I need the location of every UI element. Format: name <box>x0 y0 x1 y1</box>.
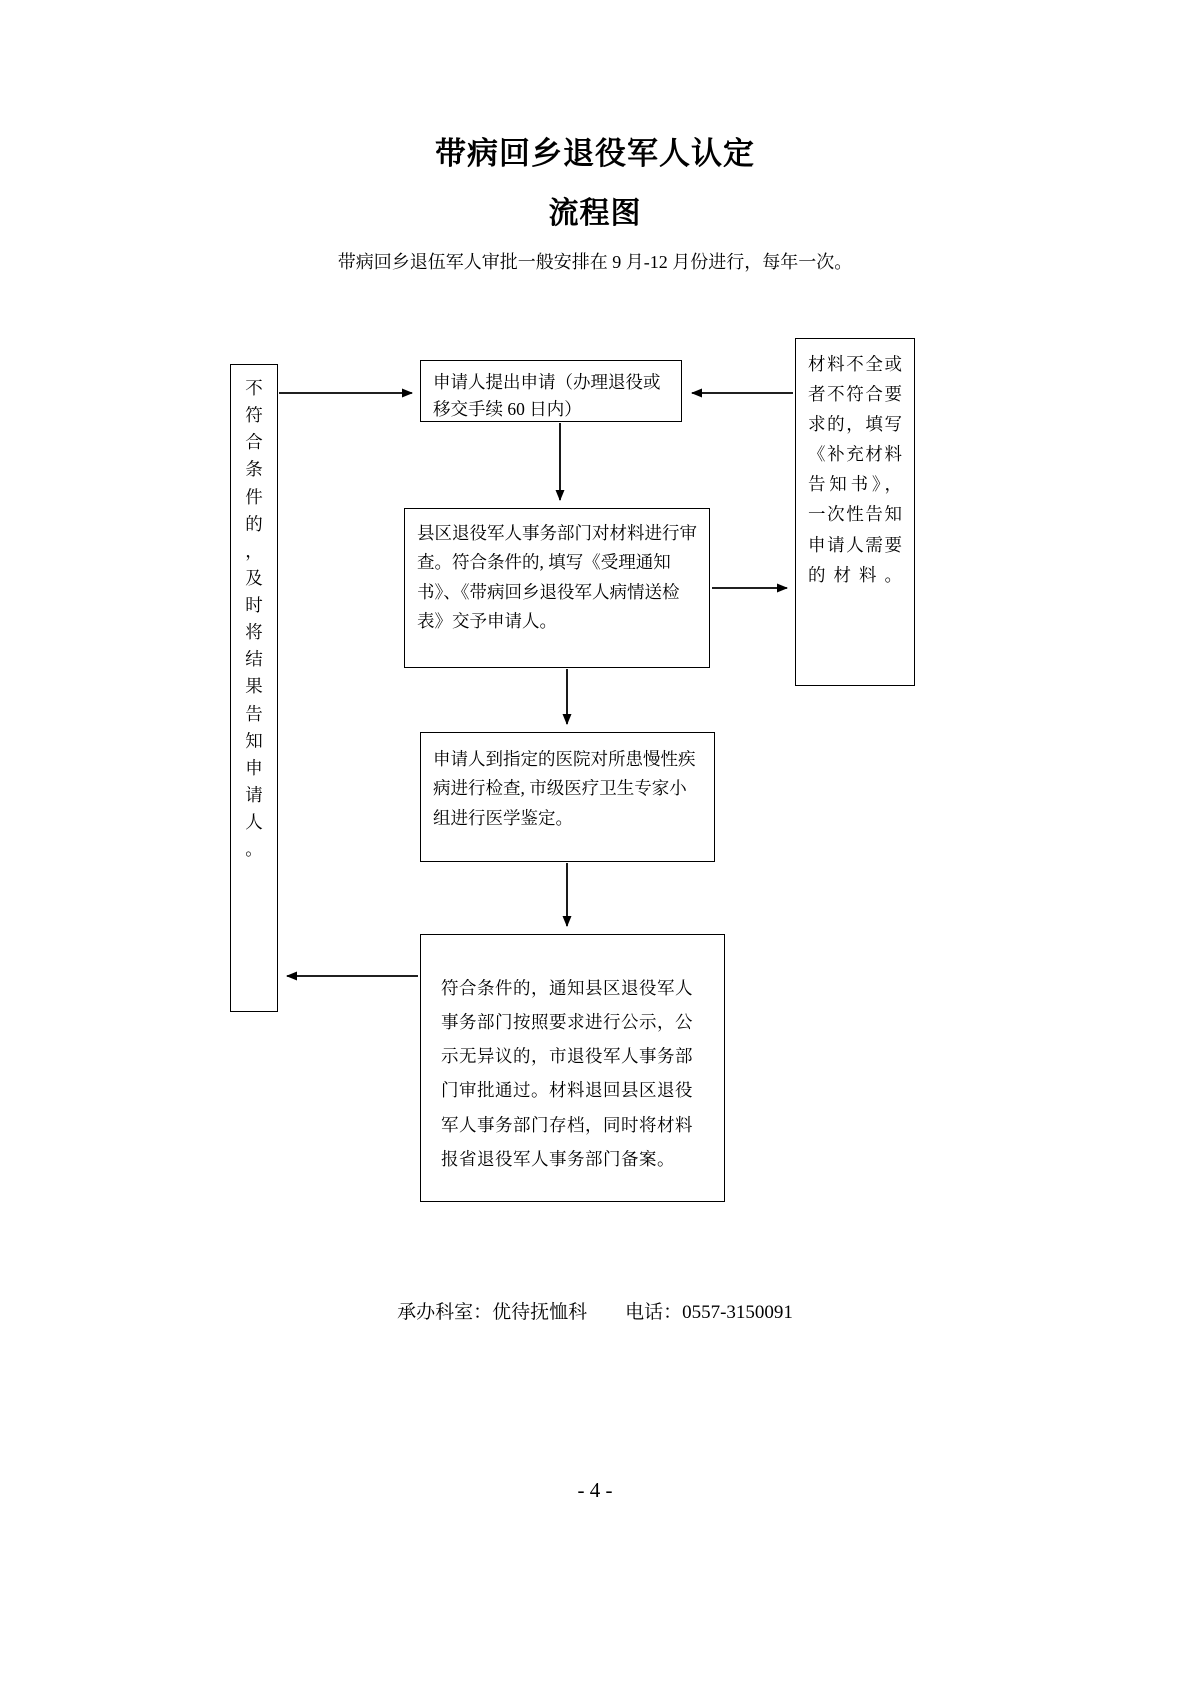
vertical-char: 将 <box>245 622 263 643</box>
flow-node-approval: 符合条件的，通知县区退役军人事务部门按照要求进行公示，公示无异议的，市退役军人事务部门审批通过。材料退回县区退役军人事务部门存档，同时将材料报省退役军人事务部门备案。 <box>420 934 725 1202</box>
vertical-char: 果 <box>245 676 263 697</box>
page-subtitle: 流程图 <box>548 197 642 230</box>
flow-node-not-qualified <box>230 364 278 1012</box>
vertical-char: 时 <box>245 595 263 615</box>
flow-node-medical-exam: 申请人到指定的医院对所患慢性疾病进行检查, 市级医疗卫生专家小组进行医学鉴定。 <box>420 732 715 862</box>
vertical-char: 及 <box>245 567 263 588</box>
vertical-char: 的 <box>245 513 263 534</box>
vertical-char: 申 <box>245 757 263 778</box>
flow-node-review: 县区退役军人事务部门对材料进行审查。符合条件的, 填写《受理通知书》、《带病回乡退役军人病情送检表》交予申请人。 <box>404 508 710 668</box>
footer-phone: 电话：0557-3150091 <box>625 1302 793 1323</box>
vertical-char: ， <box>245 540 263 561</box>
schedule-note: 带病回乡退伍军人审批一般安排在 9 月-12 月份进行，每年一次。 <box>337 252 853 272</box>
vertical-char: 条 <box>245 459 263 480</box>
vertical-char: 告 <box>245 703 263 724</box>
vertical-char: 。 <box>245 839 263 860</box>
vertical-char: 合 <box>245 432 263 453</box>
vertical-char: 结 <box>245 649 263 670</box>
vertical-char: 人 <box>245 812 263 832</box>
page-number: - 4 - <box>577 1478 613 1502</box>
vertical-char: 符 <box>245 405 263 426</box>
vertical-char: 不 <box>245 378 263 398</box>
vertical-char: 请 <box>245 784 263 805</box>
footer-contact <box>0 1297 1190 1324</box>
vertical-char: 件 <box>245 486 263 507</box>
footer-department: 承办科室：优待抚恤科 <box>397 1302 588 1323</box>
page-title: 带病回乡退役军人认定 <box>435 136 755 171</box>
flow-node-incomplete-materials: 材料不全或者不符合要求的，填写《补充材料告知书》，一次性告知申请人需要的材料。 <box>795 338 915 686</box>
vertical-char: 知 <box>245 730 263 751</box>
flow-node-application: 申请人提出申请（办理退役或移交手续 60 日内） <box>420 360 682 422</box>
